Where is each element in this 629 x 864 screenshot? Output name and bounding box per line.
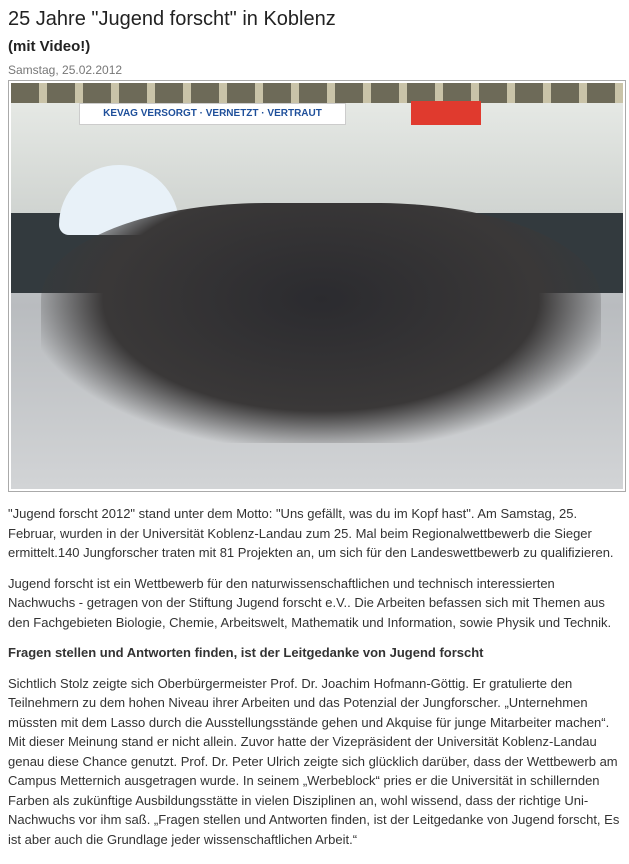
photo-scene [11, 83, 623, 489]
section-heading: Fragen stellen und Antworten finden, ist der Leitgedanke von Jugend forscht [8, 645, 484, 660]
paragraph-2: Jugend forscht ist ein Wettbewerb für den naturwissenschaftlichen und technisch interessierten Nachwuchs - getragen von der Stiftung Jugend forscht e.V.. Die Arbeiten befassen sich mit Themen aus den Fachgebieten Biologie, Chemie, Arbeitswelt, Mathematik und Information, sowie Physik und Technik. [8, 575, 612, 630]
photo-banner: KEVAG VERSORGT · VERNETZT · VERTRAUT [79, 103, 346, 125]
red-banner [411, 101, 481, 125]
article-title: 25 Jahre "Jugend forscht" in Koblenz [8, 8, 336, 30]
group-photo [8, 80, 626, 492]
windows [11, 83, 623, 103]
section-paragraph: Sichtlich Stolz zeigte sich Oberbürgermeister Prof. Dr. Joachim Hofmann-Göttig. Er gratulierte den Teilnehmern zu dem hohen Niveau ihrer Arbeiten und das Potenzial der Jungforscher. „Unternehmen müssten mit dem Lasso durch die Ausstellungsstände gehen und Akquise für junge Mitarbeiter machen“. Mit dieser Meinung stand er nicht allein. Zuvor hatte der Vizepräsident der Universität Koblenz-Landau genau diese Chance genutzt. Prof. Dr. Peter Ulrich zeigte sich glücklich darüber, dass der Wettbewerb am Campus Metternich ausgetragen wurde. In seinem „Werbeblock“ pries er die Universität in schillernden Farben als zukünftige Ausbildungsstätte in vielen Disziplinen an, wohl wissend, dass der richtige Uni-Nachwuchs vor ihm saß. „Fragen stellen und Antworten finden, ist der Leitgedanke von Jugend forscht, Es ist aber auch die Grundlage jeder wissenschaftlichen Arbeit.“ [8, 675, 620, 847]
article-subtitle: (mit Video!) [8, 38, 91, 55]
crowd [41, 203, 601, 443]
article [0, 7, 629, 849]
article-date: Samstag, 25.02.2012 [8, 63, 123, 77]
paragraph-1: "Jugend forscht 2012" stand unter dem Motto: "Uns gefällt, was du im Kopf hast". Am Samstag, 25. Februar, wurden in der Universität Koblenz-Landau zum 25. Mal beim Regionalwettbewerb die Sieger ermittelt.140 Jungforscher traten mit 81 Projekten an, um sich für den Landeswettbewerb zu qualifizieren. [8, 506, 614, 560]
